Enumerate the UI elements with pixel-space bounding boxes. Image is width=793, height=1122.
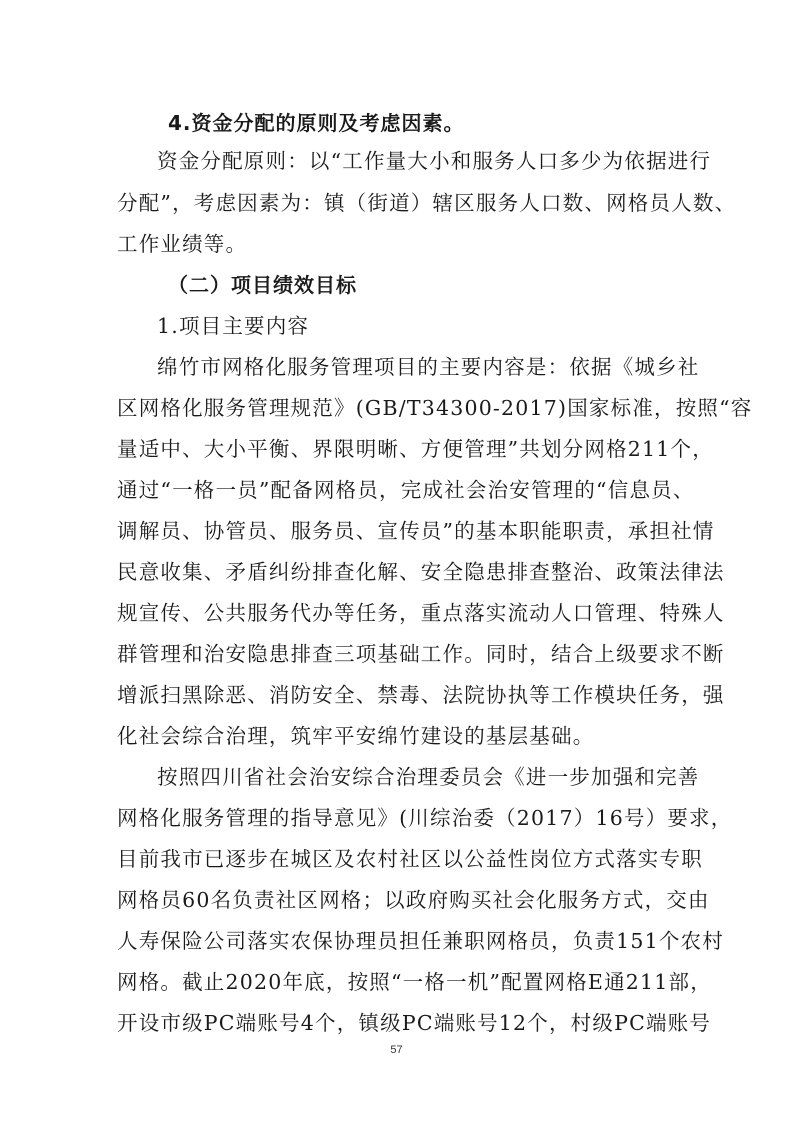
allocation-line-1: 资金分配原则：以“工作量大小和服务人口多少为依据进行 <box>157 149 712 173</box>
paragraph1-line-9: 增派扫黑除恶、消防安全、禁毒、法院协执等工作模块任务，强 <box>117 683 725 707</box>
page-number: 57 <box>390 1044 403 1056</box>
paragraph2-line-3: 目前我市已逐步在城区及农村社区以公益性岗位方式落实专职 <box>117 847 703 871</box>
paragraph1-line-10: 化社会综合治理，筑牢平安绵竹建设的基层基础。 <box>117 724 595 748</box>
allocation-line-2: 分配”，考虑因素为：镇（街道）辖区服务人口数、网格员人数、 <box>117 191 737 215</box>
paragraph2-line-6: 网格。截止2020年底，按照“一格一机”配置网格E通211部， <box>117 970 712 994</box>
paragraph2-line-5: 人寿保险公司落实农保协理员担任兼职网格员，负责151个农村 <box>117 929 724 953</box>
allocation-line-3: 工作业绩等。 <box>117 232 248 256</box>
paragraph2-line-1: 按照四川省社会治安综合治理委员会《进一步加强和完善 <box>157 765 700 789</box>
paragraph2-line-4: 网格员60名负责社区网格；以政府购买社会化服务方式，交由 <box>117 888 710 912</box>
paragraph1-line-7: 规宣传、公共服务代办等任务，重点落实流动人口管理、特殊人 <box>117 601 725 625</box>
paragraph1-line-1: 绵竹市网格化服务管理项目的主要内容是：依据《城乡社 <box>157 355 700 379</box>
paragraph1-line-3: 量适中、大小平衡、界限明晰、方便管理”共划分网格211个， <box>117 437 714 461</box>
paragraph2-line-7: 开设市级PC端账号4个，镇级PC端账号12个，村级PC端账号 <box>117 1011 712 1035</box>
section-heading-goals: （二）项目绩效目标 <box>168 273 357 297</box>
section-heading-allocation: 4.资金分配的原则及考虑因素。 <box>168 111 465 135</box>
sub-heading-content: 1.项目主要内容 <box>157 314 310 338</box>
paragraph1-line-4: 通过“一格一员”配备网格员，完成社会治安管理的“信息员、 <box>117 478 695 502</box>
paragraph1-line-8: 群管理和治安隐患排查三项基础工作。同时，结合上级要求不断 <box>117 642 725 666</box>
paragraph1-line-2: 区网格化服务管理规范》(GB/T34300-2017)国家标准，按照“容 <box>117 396 753 420</box>
paragraph1-line-5: 调解员、协管员、服务员、宣传员”的基本职能职责，承担社情 <box>117 519 715 543</box>
paragraph1-line-6: 民意收集、矛盾纠纷排查化解、安全隐患排查整治、政策法律法 <box>117 560 725 584</box>
paragraph2-line-2: 网格化服务管理的指导意见》(川综治委（2017）16号）要求， <box>117 806 733 830</box>
